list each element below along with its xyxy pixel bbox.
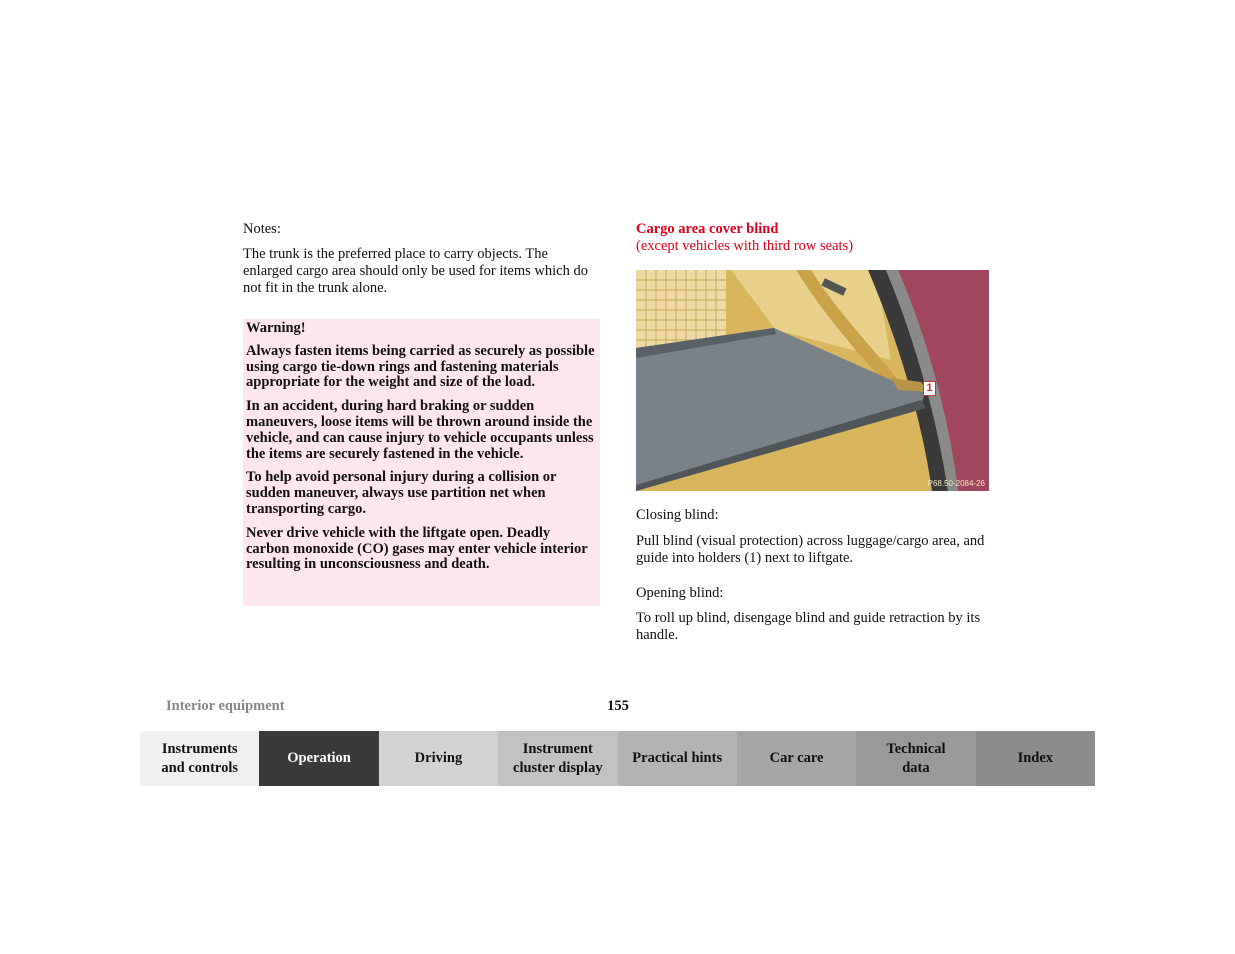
section-title: Cargo area cover blind: [636, 221, 779, 237]
page-number: 155: [607, 698, 629, 714]
right-column-header: [636, 221, 996, 255]
closing-label: Closing blind:: [636, 507, 719, 523]
nav-tab-car-care[interactable]: Car care: [737, 731, 856, 786]
warning-paragraph: In an accident, during hard braking or sudden maneuvers, loose items will be thrown around inside the vehicle, and can cause injury to vehicle occupants unless the items are securely fastened in the vehicle.: [246, 398, 594, 462]
opening-section: [636, 585, 996, 644]
cargo-cover-drawing: [636, 270, 989, 491]
cargo-cover-illustration: [636, 270, 989, 491]
notes-label: Notes:: [243, 221, 281, 237]
nav-tab-instruments-and-controls[interactable]: Instruments and controls: [140, 731, 259, 786]
warning-paragraph: Never drive vehicle with the liftgate open. Deadly carbon monoxide (CO) gases may enter vehicle interior resulting in unconsciousness and death.: [246, 524, 588, 573]
nav-tab-driving[interactable]: Driving: [379, 731, 498, 786]
nav-tab-index[interactable]: Index: [976, 731, 1095, 786]
warning-paragraph: To help avoid personal injury during a collision or sudden maneuver, always use partition net when transporting cargo.: [246, 469, 557, 517]
callout-1: 1: [923, 381, 936, 396]
opening-label: Opening blind:: [636, 585, 724, 601]
notes-text: The trunk is the preferred place to carry objects. The enlarged cargo area should only be used for items which do not fit in the trunk alone.: [243, 246, 588, 296]
figure-code: P68.50-2084-26: [927, 479, 985, 488]
warning-title: Warning!: [246, 320, 306, 336]
left-column: [243, 221, 600, 297]
closing-text: Pull blind (visual protection) across luggage/cargo area, and guide into holders (1) next to liftgate.: [636, 533, 985, 566]
section-subtitle: (except vehicles with third row seats): [636, 238, 854, 254]
nav-tab-practical-hints[interactable]: Practical hints: [618, 731, 737, 786]
opening-text: To roll up blind, disengage blind and guide retraction by its handle.: [636, 610, 981, 643]
closing-section: [636, 507, 996, 567]
nav-tab-technical-data[interactable]: Technical data: [856, 731, 975, 786]
warning-box: [243, 319, 600, 606]
footer-section-title: Interior equipment: [166, 698, 285, 714]
nav-tab-instrument-cluster-display[interactable]: Instrument cluster display: [498, 731, 617, 786]
chapter-navigation: [140, 731, 1095, 786]
nav-tab-operation[interactable]: Operation: [259, 731, 378, 786]
warning-paragraph: Always fasten items being carried as securely as possible using cargo tie-down rings and fastening materials appropriate for the weight and size of the load.: [246, 342, 595, 391]
